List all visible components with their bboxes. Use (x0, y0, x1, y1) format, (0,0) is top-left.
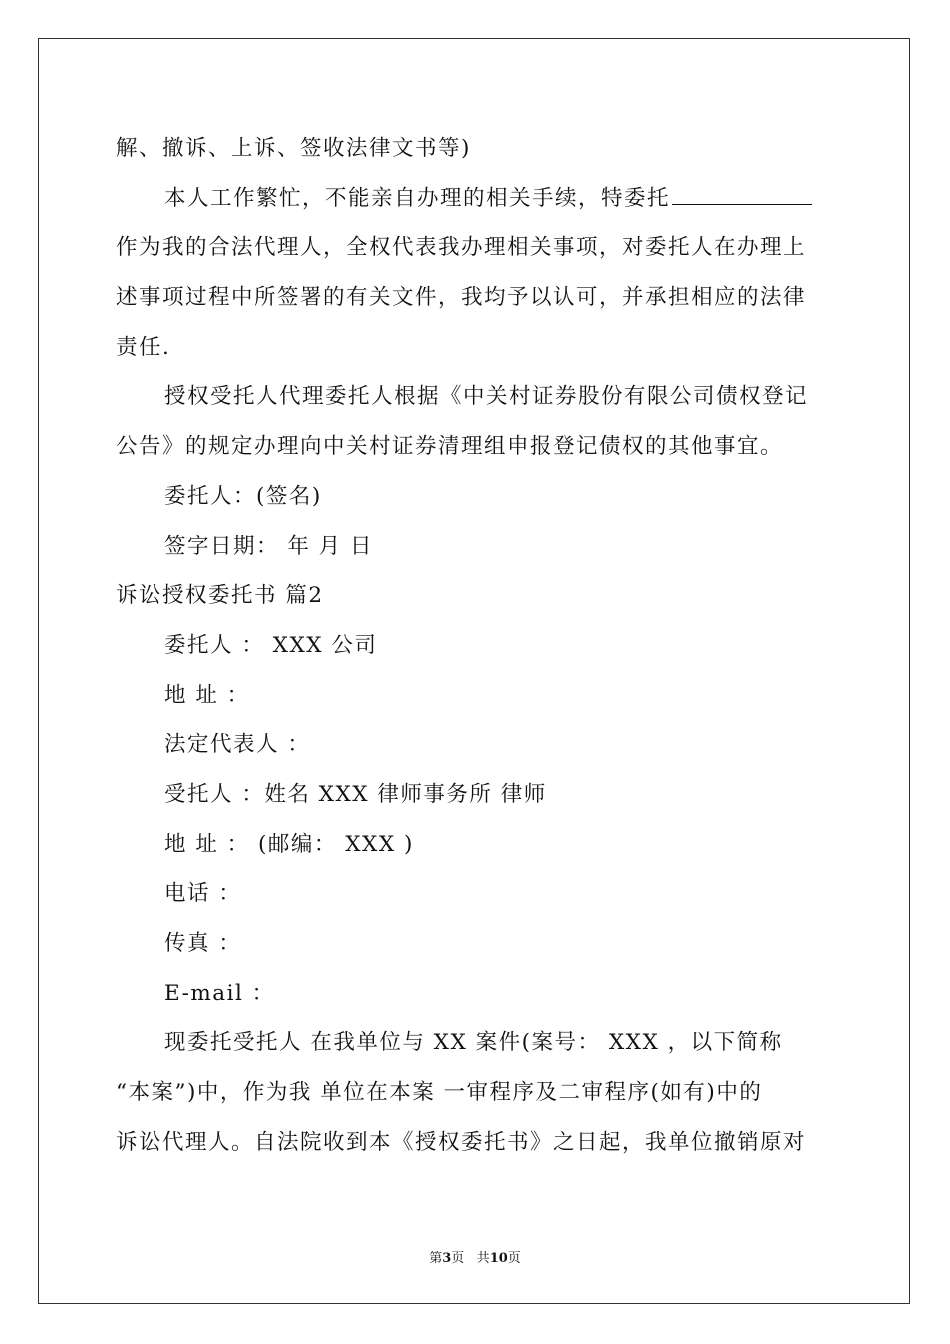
text-line: 授权受托人代理委托人根据《中关村证券股份有限公司债权登记 (164, 384, 809, 410)
text-line: 责任. (116, 334, 171, 360)
text-line: 地 址 ： (164, 682, 250, 708)
page-prefix: 第 (429, 1251, 443, 1266)
text-line: 作为我的合法代理人，全权代表我办理相关事项，对委托人在办理上 (116, 235, 807, 261)
text-line: 受托人 ：姓名 XXX 律师事务所 律师 (164, 781, 547, 807)
text-line: “本案”)中，作为我 单位在本案 一审程序及二审程序(如有)中的 (116, 1080, 763, 1106)
fill-in-blank (672, 184, 812, 205)
total-pages: 10 (489, 1251, 508, 1266)
text-line: 解、撤诉、上诉、签收法律文书等) (116, 136, 471, 161)
text-line: 法定代表人 ： (164, 732, 311, 758)
page-suffix: 页 (451, 1251, 465, 1266)
text-line: 签字日期： 年 月 日 (164, 533, 374, 559)
text-line: 诉讼代理人。自法院收到本《授权委托书》之日起，我单位撤销原对 (116, 1129, 807, 1155)
section-heading: 诉讼授权委托书 篇2 (116, 583, 324, 609)
text-line: 委托人：(签名) (164, 483, 322, 509)
text-line: 传真 ： (164, 931, 242, 956)
text-line: 本人工作繁忙，不能亲自办理的相关手续，特委托 (116, 174, 836, 224)
page-footer (0, 1247, 950, 1266)
text-line: 公告》的规定办理向中关村证券清理组申报登记债权的其他事宜。 (116, 434, 784, 460)
text-line: 委托人 ： XXX 公司 (164, 632, 378, 658)
document-body (116, 124, 836, 1167)
text-line: 地 址 ： (邮编： XXX ) (164, 831, 414, 857)
text-line: 述事项过程中所签署的有关文件，我均予以认可，并承担相应的法律 (116, 285, 807, 311)
text-line: 现委托受托人 在我单位与 XX 案件(案号： XXX ，以下简称 (164, 1030, 783, 1056)
page-number: 3 (442, 1251, 452, 1266)
total-prefix: 共 (476, 1251, 490, 1266)
text-line: 电话 ： (164, 881, 242, 907)
text-line: E-mail ： (164, 980, 275, 1006)
total-suffix: 页 (507, 1251, 521, 1266)
